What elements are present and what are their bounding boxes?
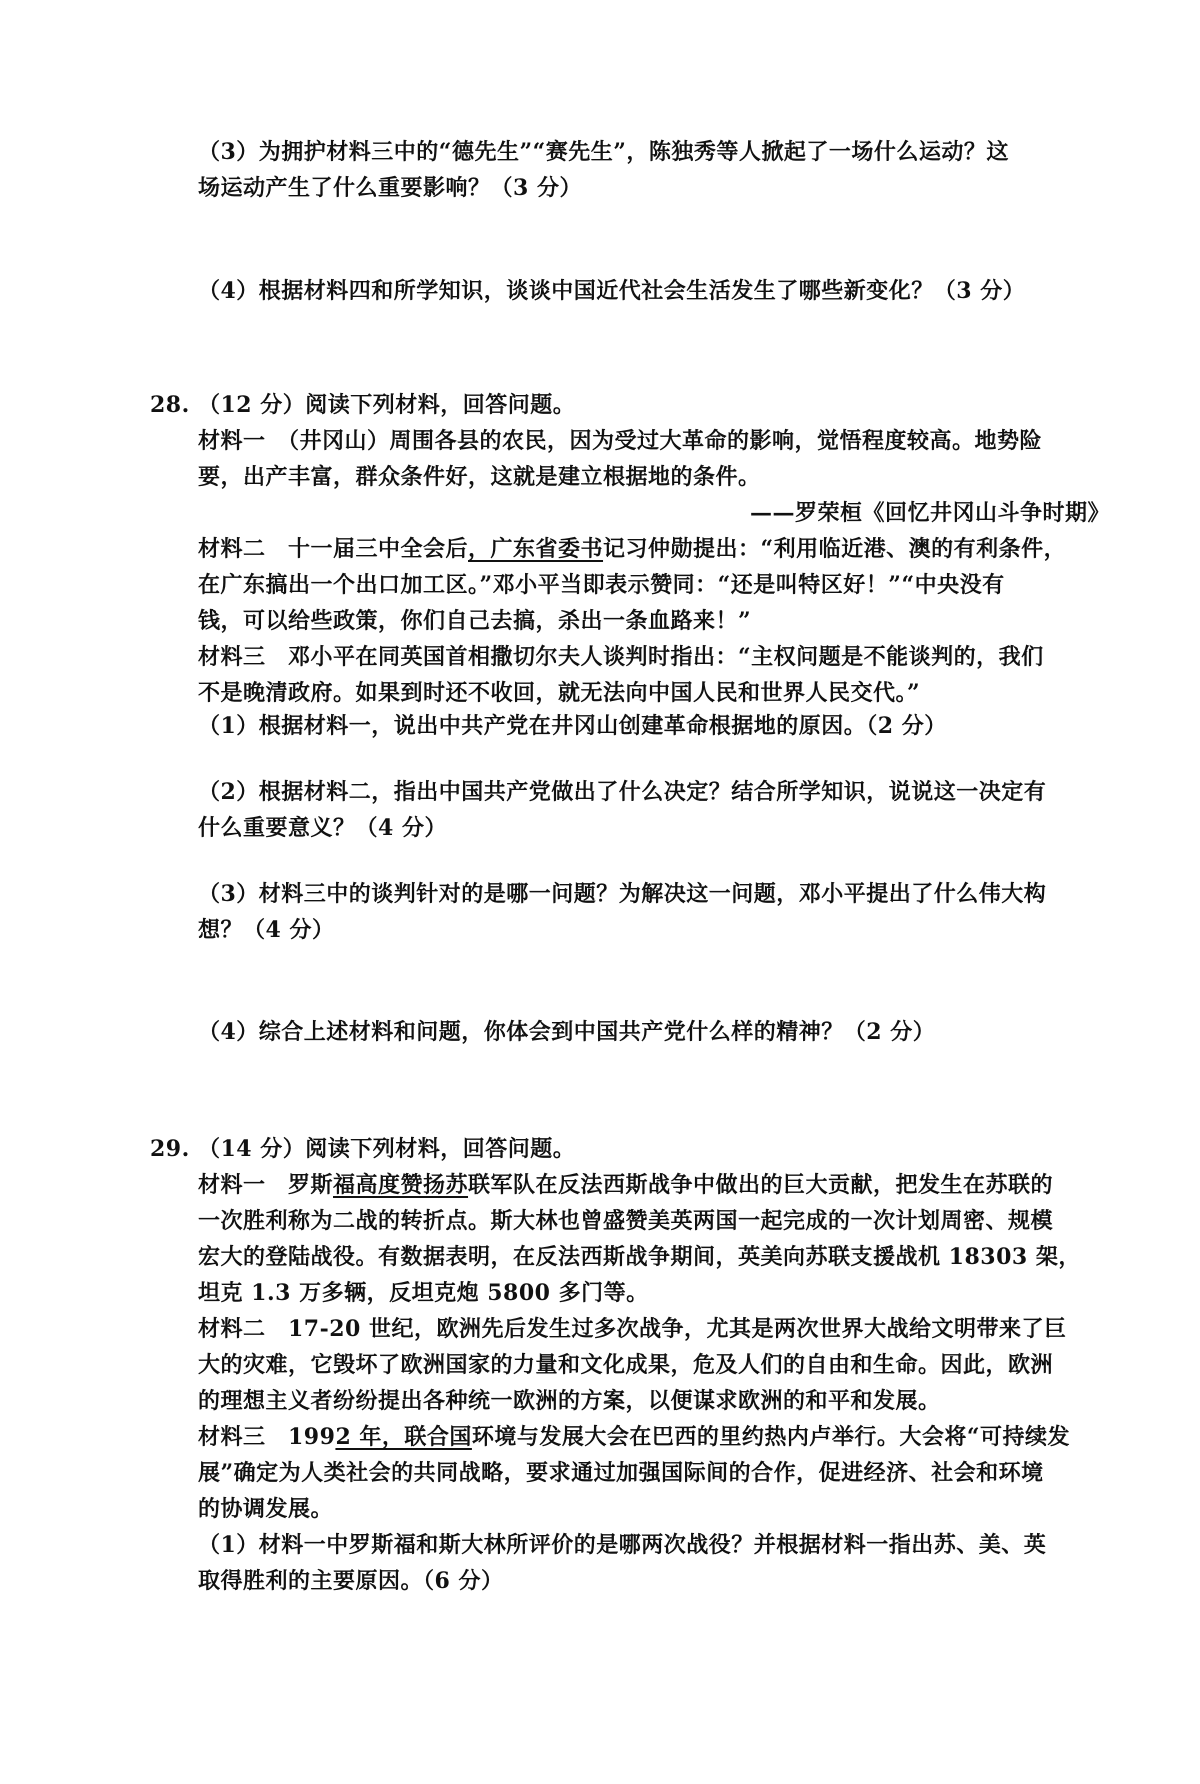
q29-material1-text-a: 材料一 罗斯 [198,1172,334,1198]
q28-material1-source: ——罗荣桓《回忆井冈山斗争时期》 [749,500,1110,526]
q28-material2-line2: 在广东搞出一个出口加工区。”邓小平当即表示赞同：“还是叫特区好！”“中央没有 [198,572,1005,598]
q28-material2-underlined: ，广东省委书 [468,536,604,562]
q28-material3-line1: 材料三 邓小平在同英国首相撒切尔夫人谈判时指出：“主权问题是不能谈判的，我们 [198,644,1044,670]
q27-sub3-line2: 场运动产生了什么重要影响？（3 分） [198,175,582,201]
q29-sub1-line1: （1）材料一中罗斯福和斯大林所评价的是哪两次战役？并根据材料一指出苏、美、英 [198,1532,1047,1558]
q28-material2-text-b: 记习仲勋提出：“利用临近港、澳的有利条件， [603,536,1067,562]
q29-material2-line1: 材料二 17-20 世纪，欧洲先后发生过多次战争，尤其是两次世界大战给文明带来了巨 [198,1316,1067,1342]
q29-material1-line2: 一次胜利称为二战的转折点。斯大林也曾盛赞美英两国一起完成的一次计划周密、规模 [198,1208,1054,1234]
q29-header: （14 分）阅读下列材料，回答问题。 [197,1136,576,1162]
q28-sub3-line2: 想？（4 分） [198,917,335,943]
q29-material2-line2: 大的灾难，它毁坏了欧洲国家的力量和文化成果，危及人们的自由和生命。因此，欧洲 [198,1352,1054,1378]
q29-material2-line3: 的理想主义者纷纷提出各种统一欧洲的方案，以便谋求欧洲的和平和发展。 [198,1388,941,1414]
q29-material3-text-b: 环境与发展大会在巴西的里约热内卢举行。大会将“可持续发 [471,1424,1071,1450]
q29-material1-line3: 宏大的登陆战役。有数据表明，在反法西斯战争期间，英美向苏联支援战机 18303 架， [198,1244,1081,1270]
q28-material2-line1 [198,531,1066,567]
q28-sub1: （1）根据材料一，说出中共产党在井冈山创建革命根据地的原因。（2 分） [198,713,947,739]
q29-material1-text-b: 联军队在反法西斯战争中做出的巨大贡献，把发生在苏联的 [468,1172,1054,1198]
q27-sub4: （4）根据材料四和所学知识，谈谈中国近代社会生活发生了哪些新变化？（3 分） [198,278,1026,304]
q28-sub2-line1: （2）根据材料二，指出中国共产党做出了什么决定？结合所学知识，说说这一决定有 [198,779,1047,805]
q28-material1-line2: 要，出产丰富，群众条件好，这就是建立根据地的条件。 [198,464,761,490]
q28-sub4: （4）综合上述材料和问题，你体会到中国共产党什么样的精神？（2 分） [198,1019,936,1045]
q28-header: （12 分）阅读下列材料，回答问题。 [197,392,576,418]
q29-material3-line3: 的协调发展。 [198,1496,334,1522]
q29-number: 29. [150,1136,190,1162]
q28-material2-line3: 钱，可以给些政策，你们自己去搞，杀出一条血路来！” [198,608,752,634]
q29-material3-line1 [198,1419,1070,1455]
q29-material3-text-a: 材料三 199 [198,1424,336,1450]
q29-material1-underlined: 福高度赞扬苏 [333,1172,469,1198]
q29-material1-line4: 坦克 1.3 万多辆，反坦克炮 5800 多门等。 [198,1280,649,1306]
q28-material2-text-a: 材料二 十一届三中全会后 [198,536,469,562]
q28-sub2-line2: 什么重要意义？（4 分） [198,815,447,841]
q28-material3-line2: 不是晚清政府。如果到时还不收回，就无法向中国人民和世界人民交代。” [198,680,921,706]
q28-sub3-line1: （3）材料三中的谈判针对的是哪一问题？为解决这一问题，邓小平提出了什么伟大构 [198,881,1047,907]
q28-row [150,387,575,423]
q28-number: 28. [150,392,190,418]
q29-row [150,1131,575,1167]
q27-sub3-line1: （3）为拥护材料三中的“德先生”“赛先生”，陈独秀等人掀起了一场什么运动？这 [198,139,1009,165]
q28-material1-line1: 材料一 （井冈山）周围各县的农民，因为受过大革命的影响，觉悟程度较高。地势险 [198,428,1043,454]
q29-material3-underlined: 2 年，联合国 [335,1424,472,1450]
q29-material1-line1 [198,1167,1053,1203]
q29-sub1-line2: 取得胜利的主要原因。（6 分） [198,1568,504,1594]
q29-material3-line2: 展”确定为人类社会的共同战略，要求通过加强国际间的合作，促进经济、社会和环境 [198,1460,1044,1486]
